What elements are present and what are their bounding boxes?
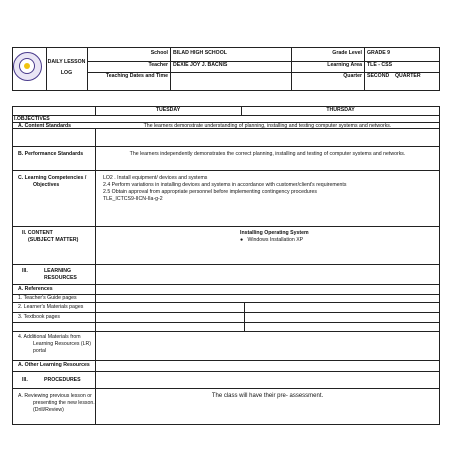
log-title-line1: DAILY LESSON [47, 59, 86, 65]
teacher-value: DEXIE JOY J. BACNIS [173, 62, 228, 68]
content-standards-label: A. Content Standards [18, 123, 72, 129]
review-label: A. Reviewing previous lesson or [18, 393, 92, 399]
performance-standards-label: B. Performance Standards [18, 151, 84, 157]
ref-teachers-guide: 1. Teacher's Guide pages [18, 295, 77, 301]
teacher-label: Teacher [148, 62, 168, 68]
references-label: A. References [18, 286, 53, 292]
ref-learners-materials: 2. Learner's Materials pages [18, 304, 84, 310]
content-label: II. CONTENT [22, 230, 53, 236]
area-value: TLE - CSS [367, 62, 393, 68]
content-title: Installing Operating System [240, 230, 309, 236]
resources-number: III. [22, 268, 28, 274]
area-label: Learning Area [327, 62, 362, 68]
competency-line-4: TLE_ICTCS9-IICN-IIa-g-2 [103, 196, 163, 202]
review-text: The class will have their pre- assessment. [211, 393, 324, 399]
content-item: ● Windows Installation XP [240, 237, 304, 243]
procedures-label: PROCEDURES [44, 377, 81, 383]
resources-label: LEARNING [44, 268, 72, 274]
ref-textbook: 3. Textbook pages [18, 314, 61, 320]
day-tuesday: TUESDAY [155, 107, 181, 113]
other-resources-label: A. Other Learning Resources [18, 362, 90, 368]
competency-line-1: LO2 . Install equipment/ devices and systems [103, 175, 208, 181]
competencies-label: C. Learning Competencies / [18, 175, 87, 181]
quarter-value: SECOND QUARTER [367, 73, 421, 79]
school-label: School [150, 50, 168, 56]
day-thursday: THURSDAY [326, 107, 355, 113]
ref-additional-materials-3: portal [33, 348, 46, 354]
competency-line-3: 2.5 Obtain approval from appropriate personnel before implementing contingency procedures [103, 189, 317, 195]
grade-label: Grade Level [332, 50, 362, 56]
ref-additional-materials-2: Learning Resources (LR) [33, 341, 91, 347]
content-standards-text: The learners demonstrate understanding of planning, installing and testing computer systems and networks. [143, 123, 392, 129]
competency-line-2: 2.4 Perform variations in installing devices and systems in accordance with customer/client's requirements [103, 182, 347, 188]
procedures-number: III. [22, 377, 28, 383]
quarter-label: Quarter [343, 73, 362, 79]
bullet-icon: ● [240, 237, 248, 243]
content-label-2: (SUBJECT MATTER) [28, 237, 79, 243]
deped-seal-logo [13, 52, 42, 81]
log-title-line2: LOG [60, 70, 73, 76]
ref-additional-materials: 4. Additional Materials from [18, 334, 81, 340]
competencies-label-2: Objectives [33, 182, 60, 188]
resources-label-2: RESOURCES [44, 275, 77, 281]
school-value: BILAD HIGH SCHOOL [173, 50, 227, 56]
objectives-heading: I.OBJECTIVES [14, 116, 50, 122]
review-label-2: presenting the new lesson. [33, 400, 95, 406]
review-label-3: (Drill/Review) [33, 407, 64, 413]
grade-value: GRADE 9 [367, 50, 391, 56]
performance-standards-text: The learners independently demonstrates the correct planning, installing and testing of computer systems and networks. [129, 151, 406, 157]
dates-label: Teaching Dates and Time [105, 73, 168, 79]
